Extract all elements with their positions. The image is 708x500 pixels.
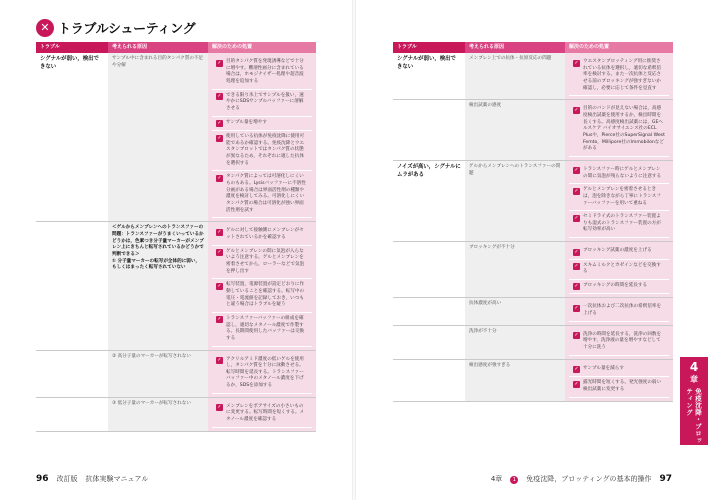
table-row <box>36 222 316 350</box>
page-number-right: 97 <box>659 474 672 484</box>
solution-text: ブロッキングの時間を延長する <box>583 282 648 288</box>
table-row <box>393 359 673 401</box>
solution-item <box>212 279 312 313</box>
solution-item <box>212 131 312 171</box>
footer-right <box>491 474 672 484</box>
footer-section-title: 免疫沈降，ブロッティングの基本的操作 <box>526 475 652 483</box>
solution-text: ゲルとメンブレンを密着させるときは，泡を除きながら丁寧にトランスファーバッファーを用いて重ねる <box>583 187 661 206</box>
checkbox-icon: ✓ <box>574 366 579 373</box>
checkbox-icon: ✓ <box>574 304 579 311</box>
header-solution: 解決のための処置 <box>208 42 316 53</box>
solution-text: できる限り氷上でサンプルを扱い，速やかにSDSサンプルバッファーに溶解させる <box>226 92 304 111</box>
cell-trouble <box>36 397 108 431</box>
solution-item <box>212 56 312 90</box>
checkbox-icon: ✓ <box>574 187 579 194</box>
solution-item <box>569 245 669 260</box>
cell-solutions <box>208 53 316 222</box>
table-row <box>36 350 316 397</box>
solution-item <box>212 246 312 280</box>
table-row <box>393 53 673 100</box>
checkbox-icon: ✓ <box>217 228 222 235</box>
checkbox-icon: ✓ <box>217 134 222 141</box>
cell-trouble <box>36 222 108 350</box>
table-body-right <box>393 53 673 401</box>
cell-solutions <box>565 53 673 100</box>
cell-trouble <box>393 242 465 298</box>
cell-trouble: シグナルが弱い，検出できない <box>393 53 465 100</box>
solution-text: ブロッキング試薬の濃度を上げる <box>583 248 652 254</box>
solution-text: スキムミルクとカゼインなどを交換する <box>583 262 661 275</box>
solution-text: アクリルアミド濃度の低いゲルを使用し，タンパク質を十分に泳動させる。転写時間を延長する。トランスファーバッファー中のメタノール濃度を下げるか，SDSを添加する <box>226 356 304 389</box>
solution-text: メンブレンをポアサイズの小さいものに変更する。転写時間を短くする。メタノール濃度を確認する <box>226 403 305 423</box>
checkbox-icon: ✓ <box>574 263 579 270</box>
header-trouble: トラブル <box>393 42 465 53</box>
cell-trouble <box>393 325 465 359</box>
table-body-left <box>36 53 316 431</box>
section-bullet-icon: 1 <box>510 476 518 484</box>
footer-left <box>36 474 148 484</box>
table-row <box>36 397 316 431</box>
wrench-icon: ✕ <box>36 19 54 37</box>
header-cause: 考えられる原因 <box>108 42 208 53</box>
footer-chapter: 4章 <box>490 475 503 483</box>
cell-cause: サンプル中に含まれる目的タンパク質の不足や分解 <box>108 53 208 222</box>
solution-text: タンパク質によっては可溶化しにくいものもある。Lysisバッファーに不溶性分画がある場合は界面活性剤の種類や濃度を検討してみる。可溶化しにくいタンパク質の場合は可溶化が強い界面活性剤を試す <box>226 174 306 213</box>
solution-text: 使用している抗体が免疫沈降に使用可能であるか確認する。免疫沈降とウエスタンブロットではタンパク質の状態が異なるため，それぞれに適した抗体を選択する <box>226 134 305 166</box>
solution-item <box>212 354 312 394</box>
solution-item <box>569 103 669 157</box>
cell-solutions <box>565 160 673 241</box>
chapter-tab-number: 4 <box>689 360 699 374</box>
solution-text: サンプル量を増やす <box>226 119 267 125</box>
page-gutter <box>352 0 356 500</box>
table-row <box>36 53 316 222</box>
solution-item <box>212 90 312 117</box>
cell-trouble: シグナルが弱い，検出できない <box>36 53 108 222</box>
header-cause: 考えられる原因 <box>465 42 565 53</box>
chapter-tab <box>680 357 708 445</box>
book-edition: 改訂版 <box>56 475 78 483</box>
page-number-left: 96 <box>36 474 49 484</box>
checkbox-icon: ✓ <box>574 283 579 290</box>
cell-cause: 洗浄が不十分 <box>465 325 565 359</box>
solution-item <box>212 401 312 428</box>
book-title: 抗体実験マニュアル <box>85 475 149 483</box>
cell-cause: ＜ゲルからメンブレンへのトランスファーの問題：トランスファーがうまくいっているかどうかは，色素つき分子量マーカーがメンブレン上にきちんと転写されているかどうかで判断できる＞ ① 分子量マーカーの転写が全体的に弱い，もしくはまったく転写されていない <box>108 222 208 350</box>
solution-text: セミドライ式のトランスファー装置よりも湿式のトランスファー装置の方が転写効率が高い <box>583 214 661 233</box>
table-row <box>393 242 673 298</box>
solution-item <box>569 56 669 96</box>
solution-item <box>212 171 312 218</box>
table-row <box>393 160 673 241</box>
solution-item <box>569 260 669 280</box>
cell-cause: メンブレン上での抗体・抗原反応の問題 <box>465 53 565 100</box>
cell-cause: ブロッキングが不十分 <box>465 242 565 298</box>
checkbox-icon: ✓ <box>217 404 222 411</box>
solution-item <box>212 313 312 347</box>
cell-solutions <box>565 325 673 359</box>
cell-solutions <box>565 298 673 325</box>
cell-cause: 検出感度が強すぎる <box>465 359 565 401</box>
cell-solutions <box>208 222 316 350</box>
checkbox-icon: ✓ <box>574 59 579 66</box>
solution-text: 目的タンパク質を発現誘導などで十分に増やす。難溶性画分に含まれている場合は，ホモジナイザー処理や超音波処理を追加する <box>226 59 304 84</box>
chapter-tab-title: 免疫沈降・ブロッティング <box>685 388 702 444</box>
cell-trouble <box>393 100 465 161</box>
table-row <box>393 298 673 325</box>
solution-item <box>569 301 669 321</box>
cell-solutions <box>565 100 673 161</box>
checkbox-icon: ✓ <box>217 174 222 181</box>
cell-trouble: ノイズが高い，シグナルにムラがある <box>393 160 465 241</box>
checkbox-icon: ✓ <box>217 59 222 66</box>
solution-text: ゲルに対して接触側にメンブレンがセットされているかを確認する <box>226 228 304 240</box>
solution-text: サンプル量を減らす <box>583 365 624 371</box>
solution-item <box>569 363 669 378</box>
cell-trouble <box>36 350 108 397</box>
checkbox-icon: ✓ <box>217 93 222 100</box>
solution-item <box>569 164 669 184</box>
table-row <box>393 325 673 359</box>
chapter-tab-unit: 章 <box>690 375 698 384</box>
cell-cause: 検出試薬の感度 <box>465 100 565 161</box>
solution-text: 露光時間を短くする。発光強度の弱い検出試薬に変更する <box>583 380 662 392</box>
solution-text: トランスファー時にゲルとメンブレンの間に気泡が残らないように注意する <box>583 166 662 179</box>
solution-item <box>569 329 669 356</box>
checkbox-icon: ✓ <box>574 106 579 113</box>
cell-solutions <box>208 397 316 431</box>
section-title: トラブルシューティング <box>58 22 196 37</box>
solution-item <box>212 117 312 132</box>
cell-cause: ゲルからメンブレンへのトランスファーの問題 <box>465 160 565 241</box>
checkbox-icon: ✓ <box>217 249 222 256</box>
solution-item <box>569 377 669 397</box>
solution-text: 一次抗体および二次抗体の希釈倍率を上げる <box>583 304 662 317</box>
solution-text: ゲルとメンブレンの間に気泡が入らないよう注意する。ゲルとメンブレンを密着させてから，ローラーなどで気泡を押し出す <box>226 248 305 274</box>
solution-item <box>569 211 669 238</box>
header-trouble: トラブル <box>36 42 108 53</box>
checkbox-icon: ✓ <box>217 316 222 323</box>
checkbox-icon: ✓ <box>217 357 222 363</box>
cell-solutions <box>208 350 316 397</box>
solution-text: ウエスタンブロッティング用に推奨されている抗体を選択し，適切な希釈倍率を検討する。また一次抗体と反応させる前のブロッキングが強すぎないか確認し，必要に応じて条件を見直す <box>583 59 662 91</box>
cell-solutions <box>565 242 673 298</box>
troubleshooting-table-left <box>36 42 316 432</box>
solution-text: トランスファーバッファーの組成を確認し，適切なメタノール濃度で作製する。長期間使用したバッファーは交換する <box>226 315 305 341</box>
checkbox-icon: ✓ <box>574 214 579 221</box>
solution-item <box>569 280 669 295</box>
cell-trouble <box>393 298 465 325</box>
solution-text: 転写装置，電源装置が設定どおりに作動していることを確認する。転写中の電圧・電流値を記録しておき，いつもと違う場合はトラブルを疑う <box>226 282 305 308</box>
cell-cause: ③ 低分子量のマーカーが転写されない <box>108 397 208 431</box>
checkbox-icon: ✓ <box>574 332 579 339</box>
solution-item <box>212 225 312 245</box>
header-solution: 解決のための処置 <box>565 42 673 53</box>
cell-cause: ② 高分子量のマーカーが転写されない <box>108 350 208 397</box>
cell-solutions <box>565 359 673 401</box>
solution-item <box>569 184 669 211</box>
checkbox-icon: ✓ <box>217 120 222 127</box>
troubleshooting-table-right <box>393 42 673 402</box>
cell-cause: 抗体濃度が高い <box>465 298 565 325</box>
solution-text: 目的のバンドが見えない場合は，高感度検出試薬を使用するか，検出時間を長くする。高感度検出試薬には，GEヘルスケア バイオサイエンス社のECL Plusや，Pierce社のSuperSignal West Femto，Millipore社のImmobilonなどがある <box>583 106 665 152</box>
checkbox-icon: ✓ <box>217 282 222 289</box>
checkbox-icon: ✓ <box>574 167 579 174</box>
checkbox-icon: ✓ <box>574 380 579 387</box>
cell-trouble <box>393 359 465 401</box>
checkbox-icon: ✓ <box>574 248 579 255</box>
section-heading <box>36 18 195 37</box>
solution-text: 洗浄の時間を延長する，洗浄の回数を増やす，洗浄液の量を増やすなどして十分に洗う <box>583 331 662 351</box>
table-row <box>393 100 673 161</box>
